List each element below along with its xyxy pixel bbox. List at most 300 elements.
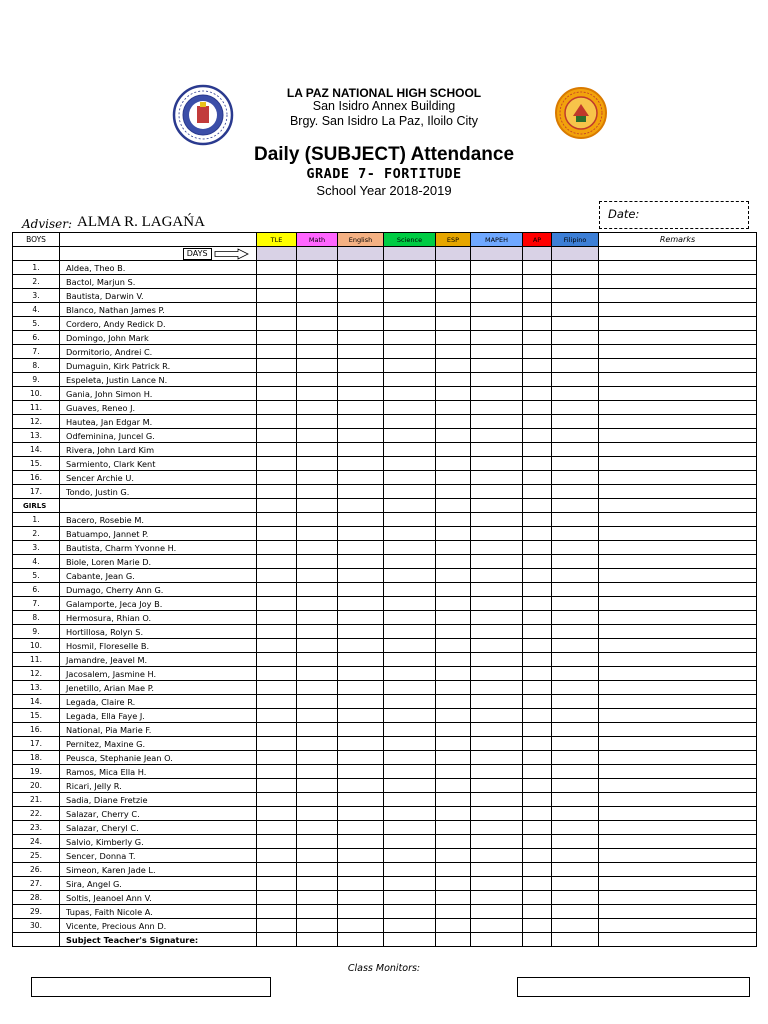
attendance-cell-science[interactable] xyxy=(384,457,436,471)
attendance-cell-filipino[interactable] xyxy=(552,863,599,877)
remarks-cell[interactable] xyxy=(599,513,757,527)
attendance-cell-science[interactable] xyxy=(384,891,436,905)
attendance-cell-science[interactable] xyxy=(384,695,436,709)
days-cell-remarks[interactable] xyxy=(599,247,757,261)
remarks-cell[interactable] xyxy=(599,303,757,317)
attendance-cell-english[interactable] xyxy=(338,695,384,709)
attendance-cell-mapeh[interactable] xyxy=(471,737,523,751)
attendance-cell-mapeh[interactable] xyxy=(471,835,523,849)
attendance-cell-mapeh[interactable] xyxy=(471,387,523,401)
attendance-cell-ap[interactable] xyxy=(523,583,552,597)
attendance-cell-english[interactable] xyxy=(338,401,384,415)
attendance-cell-science[interactable] xyxy=(384,849,436,863)
attendance-cell-esp[interactable] xyxy=(436,415,471,429)
attendance-cell-science[interactable] xyxy=(384,289,436,303)
attendance-cell-esp[interactable] xyxy=(436,667,471,681)
attendance-cell-math[interactable] xyxy=(297,653,338,667)
attendance-cell-esp[interactable] xyxy=(436,275,471,289)
attendance-cell-math[interactable] xyxy=(297,849,338,863)
attendance-cell-math[interactable] xyxy=(297,569,338,583)
attendance-cell-filipino[interactable] xyxy=(552,793,599,807)
remarks-cell[interactable] xyxy=(599,807,757,821)
remarks-cell[interactable] xyxy=(599,597,757,611)
attendance-cell-tle[interactable] xyxy=(257,331,297,345)
attendance-cell-filipino[interactable] xyxy=(552,373,599,387)
attendance-cell-ap[interactable] xyxy=(523,429,552,443)
attendance-cell-filipino[interactable] xyxy=(552,527,599,541)
attendance-cell-science[interactable] xyxy=(384,737,436,751)
attendance-cell-esp[interactable] xyxy=(436,261,471,275)
attendance-cell-english[interactable] xyxy=(338,541,384,555)
attendance-cell-science[interactable] xyxy=(384,709,436,723)
attendance-cell-math[interactable] xyxy=(297,639,338,653)
attendance-cell-ap[interactable] xyxy=(523,793,552,807)
attendance-cell-esp[interactable] xyxy=(436,471,471,485)
attendance-cell-mapeh[interactable] xyxy=(471,527,523,541)
attendance-cell-ap[interactable] xyxy=(523,359,552,373)
attendance-cell-science[interactable] xyxy=(384,723,436,737)
attendance-cell-tle[interactable] xyxy=(257,751,297,765)
attendance-cell-science[interactable] xyxy=(384,597,436,611)
attendance-cell-mapeh[interactable] xyxy=(471,275,523,289)
attendance-cell-tle[interactable] xyxy=(257,695,297,709)
remarks-cell[interactable] xyxy=(599,401,757,415)
attendance-cell-science[interactable] xyxy=(384,485,436,499)
attendance-cell-filipino[interactable] xyxy=(552,485,599,499)
attendance-cell-ap[interactable] xyxy=(523,303,552,317)
attendance-cell-esp[interactable] xyxy=(436,317,471,331)
attendance-cell-mapeh[interactable] xyxy=(471,555,523,569)
attendance-cell-tle[interactable] xyxy=(257,625,297,639)
attendance-cell-ap[interactable] xyxy=(523,527,552,541)
attendance-cell-ap[interactable] xyxy=(523,751,552,765)
signature-cell[interactable] xyxy=(552,933,599,947)
remarks-cell[interactable] xyxy=(599,877,757,891)
attendance-cell-filipino[interactable] xyxy=(552,681,599,695)
attendance-cell-filipino[interactable] xyxy=(552,415,599,429)
attendance-cell-filipino[interactable] xyxy=(552,457,599,471)
attendance-cell-esp[interactable] xyxy=(436,723,471,737)
attendance-cell-science[interactable] xyxy=(384,345,436,359)
attendance-cell-english[interactable] xyxy=(338,905,384,919)
attendance-cell-mapeh[interactable] xyxy=(471,345,523,359)
attendance-cell-science[interactable] xyxy=(384,317,436,331)
attendance-cell-esp[interactable] xyxy=(436,289,471,303)
attendance-cell-english[interactable] xyxy=(338,653,384,667)
attendance-cell-ap[interactable] xyxy=(523,863,552,877)
attendance-cell-math[interactable] xyxy=(297,751,338,765)
attendance-cell-tle[interactable] xyxy=(257,415,297,429)
attendance-cell-esp[interactable] xyxy=(436,877,471,891)
attendance-cell-tle[interactable] xyxy=(257,303,297,317)
remarks-cell[interactable] xyxy=(599,331,757,345)
remarks-cell[interactable] xyxy=(599,793,757,807)
attendance-cell-ap[interactable] xyxy=(523,289,552,303)
attendance-cell-science[interactable] xyxy=(384,415,436,429)
attendance-cell-math[interactable] xyxy=(297,695,338,709)
monitor-signature-box-right[interactable] xyxy=(517,977,750,997)
attendance-cell-tle[interactable] xyxy=(257,835,297,849)
attendance-cell-ap[interactable] xyxy=(523,667,552,681)
attendance-cell-esp[interactable] xyxy=(436,555,471,569)
attendance-cell-science[interactable] xyxy=(384,359,436,373)
attendance-cell-english[interactable] xyxy=(338,345,384,359)
attendance-cell-science[interactable] xyxy=(384,793,436,807)
attendance-cell-english[interactable] xyxy=(338,261,384,275)
monitor-signature-box-left[interactable] xyxy=(31,977,271,997)
attendance-cell-mapeh[interactable] xyxy=(471,793,523,807)
attendance-cell-mapeh[interactable] xyxy=(471,597,523,611)
attendance-cell-ap[interactable] xyxy=(523,555,552,569)
remarks-cell[interactable] xyxy=(599,261,757,275)
remarks-cell[interactable] xyxy=(599,611,757,625)
attendance-cell-science[interactable] xyxy=(384,401,436,415)
attendance-cell-ap[interactable] xyxy=(523,821,552,835)
attendance-cell-english[interactable] xyxy=(338,555,384,569)
attendance-cell-tle[interactable] xyxy=(257,541,297,555)
attendance-cell-mapeh[interactable] xyxy=(471,723,523,737)
attendance-cell-esp[interactable] xyxy=(436,835,471,849)
attendance-cell-filipino[interactable] xyxy=(552,387,599,401)
attendance-cell-mapeh[interactable] xyxy=(471,849,523,863)
remarks-cell[interactable] xyxy=(599,569,757,583)
remarks-cell[interactable] xyxy=(599,905,757,919)
attendance-cell-esp[interactable] xyxy=(436,387,471,401)
attendance-cell-math[interactable] xyxy=(297,289,338,303)
attendance-cell-filipino[interactable] xyxy=(552,359,599,373)
attendance-cell-math[interactable] xyxy=(297,891,338,905)
attendance-cell-tle[interactable] xyxy=(257,401,297,415)
attendance-cell-filipino[interactable] xyxy=(552,597,599,611)
attendance-cell-mapeh[interactable] xyxy=(471,765,523,779)
attendance-cell-math[interactable] xyxy=(297,373,338,387)
attendance-cell-english[interactable] xyxy=(338,821,384,835)
attendance-cell-esp[interactable] xyxy=(436,849,471,863)
attendance-cell-science[interactable] xyxy=(384,555,436,569)
attendance-cell-math[interactable] xyxy=(297,597,338,611)
attendance-cell-esp[interactable] xyxy=(436,443,471,457)
attendance-cell-math[interactable] xyxy=(297,877,338,891)
attendance-cell-tle[interactable] xyxy=(257,821,297,835)
attendance-cell-filipino[interactable] xyxy=(552,905,599,919)
attendance-cell-english[interactable] xyxy=(338,919,384,933)
attendance-cell-filipino[interactable] xyxy=(552,611,599,625)
attendance-cell-math[interactable] xyxy=(297,919,338,933)
attendance-cell-english[interactable] xyxy=(338,863,384,877)
attendance-cell-esp[interactable] xyxy=(436,639,471,653)
attendance-cell-ap[interactable] xyxy=(523,415,552,429)
attendance-cell-science[interactable] xyxy=(384,527,436,541)
attendance-cell-tle[interactable] xyxy=(257,275,297,289)
attendance-cell-english[interactable] xyxy=(338,275,384,289)
attendance-cell-filipino[interactable] xyxy=(552,471,599,485)
attendance-cell-filipino[interactable] xyxy=(552,779,599,793)
attendance-cell-english[interactable] xyxy=(338,429,384,443)
attendance-cell-math[interactable] xyxy=(297,681,338,695)
remarks-cell[interactable] xyxy=(599,681,757,695)
attendance-cell-english[interactable] xyxy=(338,835,384,849)
attendance-cell-math[interactable] xyxy=(297,807,338,821)
attendance-cell-tle[interactable] xyxy=(257,639,297,653)
attendance-cell-mapeh[interactable] xyxy=(471,807,523,821)
attendance-cell-tle[interactable] xyxy=(257,863,297,877)
attendance-cell-english[interactable] xyxy=(338,331,384,345)
attendance-cell-esp[interactable] xyxy=(436,345,471,359)
attendance-cell-english[interactable] xyxy=(338,597,384,611)
attendance-cell-tle[interactable] xyxy=(257,443,297,457)
attendance-cell-esp[interactable] xyxy=(436,737,471,751)
attendance-cell-mapeh[interactable] xyxy=(471,303,523,317)
attendance-cell-tle[interactable] xyxy=(257,877,297,891)
attendance-cell-english[interactable] xyxy=(338,583,384,597)
attendance-cell-tle[interactable] xyxy=(257,891,297,905)
attendance-cell-filipino[interactable] xyxy=(552,751,599,765)
attendance-cell-math[interactable] xyxy=(297,821,338,835)
attendance-cell-esp[interactable] xyxy=(436,541,471,555)
attendance-cell-english[interactable] xyxy=(338,527,384,541)
attendance-cell-english[interactable] xyxy=(338,877,384,891)
attendance-cell-tle[interactable] xyxy=(257,513,297,527)
attendance-cell-ap[interactable] xyxy=(523,387,552,401)
attendance-cell-math[interactable] xyxy=(297,863,338,877)
attendance-cell-science[interactable] xyxy=(384,471,436,485)
attendance-cell-filipino[interactable] xyxy=(552,583,599,597)
attendance-cell-math[interactable] xyxy=(297,331,338,345)
remarks-cell[interactable] xyxy=(599,457,757,471)
attendance-cell-math[interactable] xyxy=(297,485,338,499)
days-cell-filipino[interactable] xyxy=(552,247,599,261)
attendance-cell-science[interactable] xyxy=(384,779,436,793)
attendance-cell-ap[interactable] xyxy=(523,569,552,583)
attendance-cell-esp[interactable] xyxy=(436,863,471,877)
attendance-cell-math[interactable] xyxy=(297,737,338,751)
attendance-cell-esp[interactable] xyxy=(436,457,471,471)
attendance-cell-mapeh[interactable] xyxy=(471,905,523,919)
attendance-cell-tle[interactable] xyxy=(257,667,297,681)
attendance-cell-science[interactable] xyxy=(384,639,436,653)
attendance-cell-math[interactable] xyxy=(297,401,338,415)
attendance-cell-math[interactable] xyxy=(297,611,338,625)
attendance-cell-mapeh[interactable] xyxy=(471,373,523,387)
attendance-cell-ap[interactable] xyxy=(523,541,552,555)
attendance-cell-ap[interactable] xyxy=(523,835,552,849)
signature-cell[interactable] xyxy=(523,933,552,947)
attendance-cell-filipino[interactable] xyxy=(552,541,599,555)
attendance-cell-ap[interactable] xyxy=(523,723,552,737)
attendance-cell-math[interactable] xyxy=(297,261,338,275)
attendance-cell-mapeh[interactable] xyxy=(471,639,523,653)
attendance-cell-mapeh[interactable] xyxy=(471,443,523,457)
remarks-cell[interactable] xyxy=(599,863,757,877)
attendance-cell-filipino[interactable] xyxy=(552,835,599,849)
days-cell-esp[interactable] xyxy=(436,247,471,261)
attendance-cell-esp[interactable] xyxy=(436,751,471,765)
attendance-cell-tle[interactable] xyxy=(257,709,297,723)
attendance-cell-science[interactable] xyxy=(384,261,436,275)
attendance-cell-tle[interactable] xyxy=(257,653,297,667)
attendance-cell-ap[interactable] xyxy=(523,401,552,415)
attendance-cell-tle[interactable] xyxy=(257,387,297,401)
attendance-cell-esp[interactable] xyxy=(436,569,471,583)
attendance-cell-mapeh[interactable] xyxy=(471,359,523,373)
attendance-cell-esp[interactable] xyxy=(436,527,471,541)
attendance-cell-tle[interactable] xyxy=(257,611,297,625)
attendance-cell-ap[interactable] xyxy=(523,345,552,359)
attendance-cell-esp[interactable] xyxy=(436,807,471,821)
attendance-cell-english[interactable] xyxy=(338,457,384,471)
attendance-cell-tle[interactable] xyxy=(257,485,297,499)
attendance-cell-ap[interactable] xyxy=(523,485,552,499)
days-cell-ap[interactable] xyxy=(523,247,552,261)
attendance-cell-mapeh[interactable] xyxy=(471,541,523,555)
attendance-cell-math[interactable] xyxy=(297,555,338,569)
attendance-cell-science[interactable] xyxy=(384,303,436,317)
attendance-cell-tle[interactable] xyxy=(257,261,297,275)
remarks-cell[interactable] xyxy=(599,429,757,443)
attendance-cell-esp[interactable] xyxy=(436,681,471,695)
attendance-cell-math[interactable] xyxy=(297,317,338,331)
attendance-cell-mapeh[interactable] xyxy=(471,695,523,709)
attendance-cell-esp[interactable] xyxy=(436,653,471,667)
attendance-cell-science[interactable] xyxy=(384,821,436,835)
attendance-cell-mapeh[interactable] xyxy=(471,863,523,877)
attendance-cell-esp[interactable] xyxy=(436,625,471,639)
attendance-cell-science[interactable] xyxy=(384,905,436,919)
remarks-cell[interactable] xyxy=(599,275,757,289)
remarks-cell[interactable] xyxy=(599,667,757,681)
remarks-cell[interactable] xyxy=(599,751,757,765)
attendance-cell-english[interactable] xyxy=(338,359,384,373)
attendance-cell-filipino[interactable] xyxy=(552,261,599,275)
attendance-cell-ap[interactable] xyxy=(523,625,552,639)
attendance-cell-tle[interactable] xyxy=(257,317,297,331)
attendance-cell-english[interactable] xyxy=(338,723,384,737)
attendance-cell-ap[interactable] xyxy=(523,681,552,695)
attendance-cell-math[interactable] xyxy=(297,387,338,401)
attendance-cell-filipino[interactable] xyxy=(552,821,599,835)
attendance-cell-tle[interactable] xyxy=(257,765,297,779)
attendance-cell-science[interactable] xyxy=(384,667,436,681)
remarks-cell[interactable] xyxy=(599,415,757,429)
remarks-cell[interactable] xyxy=(599,737,757,751)
attendance-cell-english[interactable] xyxy=(338,667,384,681)
attendance-cell-math[interactable] xyxy=(297,443,338,457)
signature-cell[interactable] xyxy=(436,933,471,947)
attendance-cell-filipino[interactable] xyxy=(552,723,599,737)
days-cell-science[interactable] xyxy=(384,247,436,261)
attendance-cell-mapeh[interactable] xyxy=(471,415,523,429)
attendance-cell-filipino[interactable] xyxy=(552,303,599,317)
attendance-cell-mapeh[interactable] xyxy=(471,625,523,639)
attendance-cell-filipino[interactable] xyxy=(552,849,599,863)
attendance-cell-mapeh[interactable] xyxy=(471,429,523,443)
attendance-cell-ap[interactable] xyxy=(523,737,552,751)
attendance-cell-science[interactable] xyxy=(384,583,436,597)
attendance-cell-esp[interactable] xyxy=(436,303,471,317)
attendance-cell-english[interactable] xyxy=(338,611,384,625)
days-cell-english[interactable] xyxy=(338,247,384,261)
attendance-cell-esp[interactable] xyxy=(436,485,471,499)
attendance-cell-science[interactable] xyxy=(384,751,436,765)
attendance-cell-tle[interactable] xyxy=(257,289,297,303)
signature-cell[interactable] xyxy=(384,933,436,947)
attendance-cell-english[interactable] xyxy=(338,709,384,723)
attendance-cell-math[interactable] xyxy=(297,345,338,359)
attendance-cell-filipino[interactable] xyxy=(552,667,599,681)
attendance-cell-math[interactable] xyxy=(297,779,338,793)
attendance-cell-english[interactable] xyxy=(338,737,384,751)
remarks-cell[interactable] xyxy=(599,289,757,303)
attendance-cell-math[interactable] xyxy=(297,303,338,317)
attendance-cell-filipino[interactable] xyxy=(552,317,599,331)
attendance-cell-mapeh[interactable] xyxy=(471,779,523,793)
attendance-cell-esp[interactable] xyxy=(436,331,471,345)
days-cell-mapeh[interactable] xyxy=(471,247,523,261)
attendance-cell-science[interactable] xyxy=(384,387,436,401)
attendance-cell-ap[interactable] xyxy=(523,639,552,653)
attendance-cell-tle[interactable] xyxy=(257,793,297,807)
attendance-cell-tle[interactable] xyxy=(257,807,297,821)
attendance-cell-ap[interactable] xyxy=(523,653,552,667)
attendance-cell-esp[interactable] xyxy=(436,583,471,597)
attendance-cell-mapeh[interactable] xyxy=(471,331,523,345)
attendance-cell-science[interactable] xyxy=(384,919,436,933)
attendance-cell-filipino[interactable] xyxy=(552,639,599,653)
attendance-cell-esp[interactable] xyxy=(436,611,471,625)
signature-cell[interactable] xyxy=(471,933,523,947)
attendance-cell-english[interactable] xyxy=(338,849,384,863)
attendance-cell-science[interactable] xyxy=(384,765,436,779)
remarks-cell[interactable] xyxy=(599,359,757,373)
attendance-cell-esp[interactable] xyxy=(436,695,471,709)
attendance-cell-english[interactable] xyxy=(338,779,384,793)
attendance-cell-science[interactable] xyxy=(384,863,436,877)
attendance-cell-esp[interactable] xyxy=(436,765,471,779)
attendance-cell-mapeh[interactable] xyxy=(471,317,523,331)
attendance-cell-math[interactable] xyxy=(297,513,338,527)
attendance-cell-esp[interactable] xyxy=(436,919,471,933)
attendance-cell-ap[interactable] xyxy=(523,317,552,331)
attendance-cell-tle[interactable] xyxy=(257,373,297,387)
attendance-cell-math[interactable] xyxy=(297,359,338,373)
attendance-cell-ap[interactable] xyxy=(523,443,552,457)
remarks-cell[interactable] xyxy=(599,709,757,723)
attendance-cell-filipino[interactable] xyxy=(552,443,599,457)
attendance-cell-mapeh[interactable] xyxy=(471,513,523,527)
attendance-cell-math[interactable] xyxy=(297,723,338,737)
attendance-cell-filipino[interactable] xyxy=(552,331,599,345)
attendance-cell-english[interactable] xyxy=(338,471,384,485)
remarks-cell[interactable] xyxy=(599,891,757,905)
attendance-cell-science[interactable] xyxy=(384,611,436,625)
attendance-cell-science[interactable] xyxy=(384,513,436,527)
attendance-cell-ap[interactable] xyxy=(523,905,552,919)
attendance-cell-esp[interactable] xyxy=(436,401,471,415)
attendance-cell-math[interactable] xyxy=(297,765,338,779)
attendance-cell-ap[interactable] xyxy=(523,709,552,723)
attendance-cell-math[interactable] xyxy=(297,835,338,849)
attendance-cell-english[interactable] xyxy=(338,485,384,499)
attendance-cell-english[interactable] xyxy=(338,793,384,807)
attendance-cell-ap[interactable] xyxy=(523,919,552,933)
remarks-cell[interactable] xyxy=(599,471,757,485)
attendance-cell-mapeh[interactable] xyxy=(471,471,523,485)
attendance-cell-esp[interactable] xyxy=(436,779,471,793)
remarks-cell[interactable] xyxy=(599,835,757,849)
remarks-cell[interactable] xyxy=(599,555,757,569)
attendance-cell-english[interactable] xyxy=(338,625,384,639)
remarks-cell[interactable] xyxy=(599,639,757,653)
